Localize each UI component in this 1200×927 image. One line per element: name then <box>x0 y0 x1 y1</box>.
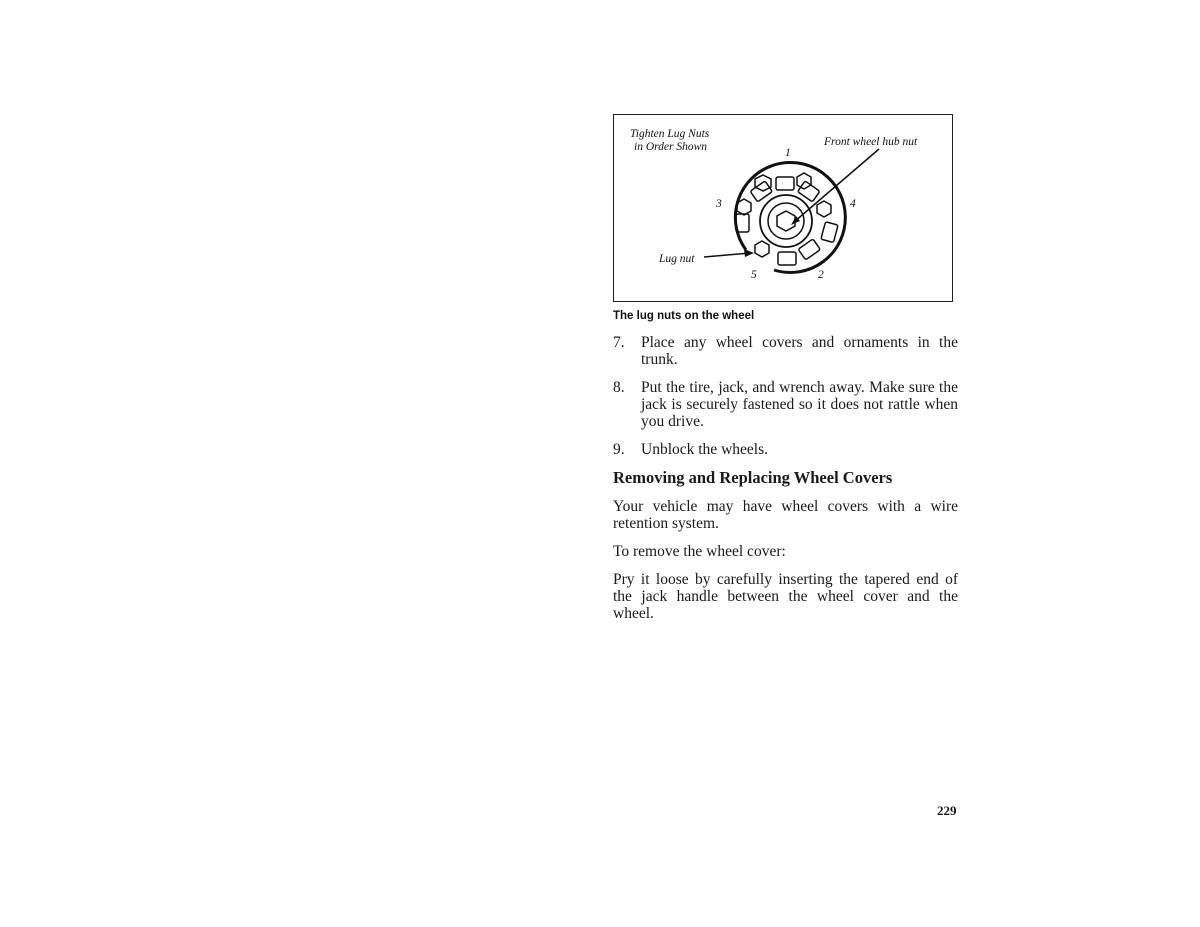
lug-slot <box>821 222 838 243</box>
order-number-2: 2 <box>818 269 824 281</box>
lug-nut <box>737 199 751 215</box>
lug-slot <box>778 252 796 265</box>
step-item <box>613 334 958 368</box>
wheel-rim-arc <box>735 162 845 272</box>
lug-nut <box>817 201 831 217</box>
tighten-label-line1: Tighten Lug Nuts <box>630 128 710 140</box>
step-text: Place any wheel covers and ornaments in the trunk. <box>641 334 958 368</box>
step-item <box>613 441 958 458</box>
order-number-5: 5 <box>751 269 757 281</box>
main-text <box>613 334 958 633</box>
order-number-1: 1 <box>785 147 791 159</box>
step-number: 7. <box>613 334 625 351</box>
hub-nut-label: Front wheel hub nut <box>824 136 918 148</box>
lug-nut <box>755 241 769 257</box>
lug-nut-diagram <box>613 114 953 302</box>
step-text: Put the tire, jack, and wrench away. Make sure the jack is securely fastened so it does not rattle when you drive. <box>641 379 958 430</box>
step-number: 8. <box>613 379 625 396</box>
order-number-3: 3 <box>716 198 722 210</box>
paragraph: Pry it loose by carefully inserting the tapered end of the jack handle between the wheel cover and the wheel. <box>613 571 958 622</box>
lug-nut <box>797 173 811 189</box>
step-text: Unblock the wheels. <box>641 441 768 458</box>
lug-slot <box>776 177 794 190</box>
paragraph: To remove the wheel cover: <box>613 543 786 560</box>
lug-pointer-arrowhead <box>744 249 754 257</box>
hub-pointer-line <box>794 149 879 222</box>
page-number: 229 <box>937 803 957 818</box>
paragraph: Your vehicle may have wheel covers with a wire retention system. <box>613 498 958 532</box>
lug-pointer-line <box>704 253 750 257</box>
step-number: 9. <box>613 441 625 458</box>
lug-slot <box>750 181 772 202</box>
order-number-4: 4 <box>850 198 856 210</box>
figure-caption: The lug nuts on the wheel <box>613 310 755 322</box>
section-heading: Removing and Replacing Wheel Covers <box>613 468 893 487</box>
hub-nut <box>777 211 795 231</box>
step-item <box>613 379 958 430</box>
lug-nut-label: Lug nut <box>659 253 695 265</box>
tighten-label-line2: in Order Shown <box>634 141 708 153</box>
